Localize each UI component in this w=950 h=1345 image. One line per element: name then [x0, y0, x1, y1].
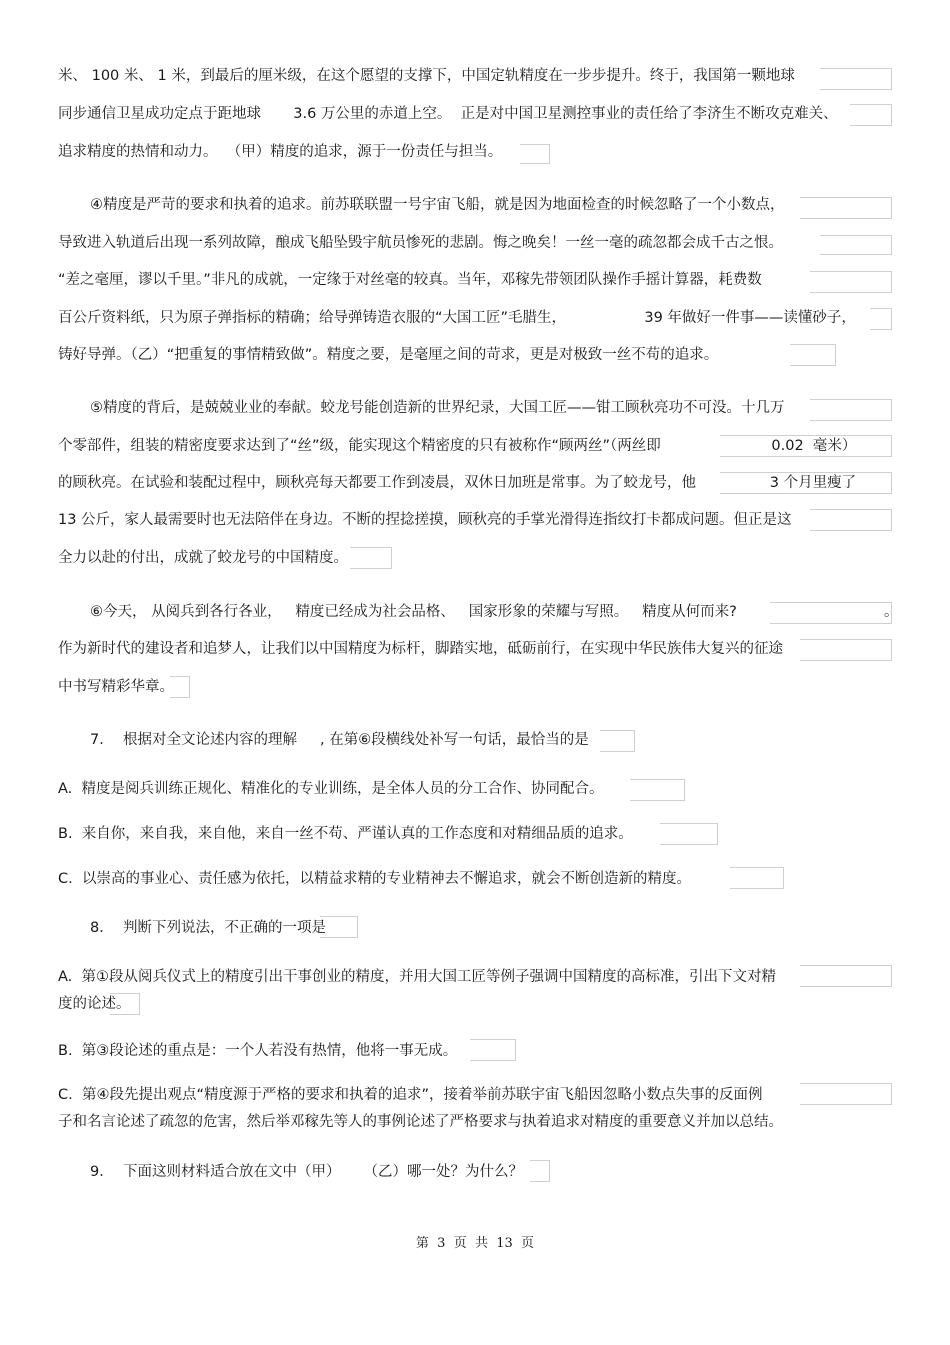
- line-box: [770, 602, 892, 624]
- line-box: [660, 823, 718, 845]
- body-line: 个零部件，组装的精密度要求达到了“丝”级，能实现这个精密度的只有被称作“顾两丝”（两丝即 0.02 毫米）: [58, 438, 857, 454]
- question-7: 7． 根据对全文论述内容的理解 , 在第⑥段横线处补写一句话，最恰当的是: [90, 732, 589, 748]
- body-line: 中书写精彩华章。: [58, 679, 174, 695]
- body-line: 百公斤资料纸，只为原子弹指标的精确；给导弹铸造衣服的“大国工匠”毛腊生， 39 年做好一件事——读懂砂子，: [58, 310, 856, 326]
- line-box: [800, 197, 892, 219]
- line-box: [790, 344, 836, 366]
- option-8c-cont: 子和名言论述了疏忽的危害，然后举邓稼先等人的事例论述了严格要求与执着追求对精度的重要意义并加以总结。: [58, 1114, 783, 1130]
- body-line: 的顾秋亮。在试验和装配过程中，顾秋亮每天都要工作到凌晨，双休日加班是常事。为了蛟龙号，他 3 个月里瘦了: [58, 475, 857, 491]
- line-box: [800, 965, 892, 987]
- body-line: 追求精度的热情和动力。 （甲）精度的追求，源于一份责任与担当。: [58, 144, 503, 160]
- page-footer: 第 3 页 共 13 页: [415, 1236, 535, 1251]
- question-9: 9． 下面这则材料适合放在文中（甲） （乙）哪一处？为什么？: [90, 1164, 523, 1180]
- line-box: [810, 399, 892, 421]
- line-box: [600, 730, 635, 752]
- line-box: [800, 1083, 892, 1105]
- body-line: 铸好导弹。（乙）“把重复的事情精致做”。精度之要，是毫厘之间的苛求，更是对极致一丝不苟的追求。: [58, 347, 719, 363]
- body-line: 全力以赴的付出，成就了蛟龙号的中国精度。: [58, 550, 348, 566]
- line-box: [350, 547, 392, 569]
- line-box: [520, 144, 550, 164]
- body-line: “差之毫厘，谬以千里。”非凡的成就，一定缘于对丝毫的较真。当年，邓稼先带领团队操作手摇计算器，耗费数: [58, 272, 762, 288]
- line-box: [730, 867, 784, 889]
- option-8a: A. 第①段从阅兵仪式上的精度引出干事创业的精度，并用大国工匠等例子强调中国精度的高标准，引出下文对精: [58, 969, 776, 985]
- line-box: [850, 104, 892, 126]
- line-box: [820, 68, 892, 90]
- paragraph-6-start: ⑥今天， 从阅兵到各行各业， 精度已经成为社会品格、 国家形象的荣耀与写照。 精度从何而来?: [90, 604, 737, 620]
- option-8a-cont: 度的论述。: [58, 996, 131, 1012]
- line-box: [470, 1039, 516, 1061]
- option-7c: C. 以崇高的事业心、责任感为依托，以精益求精的专业精神去不懈追求，就会不断创造新的精度。: [58, 871, 691, 887]
- paragraph-5-start: ⑤精度的背后，是兢兢业业的奉献。蛟龙号能创造新的世界纪录，大国工匠——钳工顾秋亮功不可没。十几万: [90, 400, 785, 416]
- line-box: [530, 1160, 550, 1182]
- paragraph-4-start: ④精度是严苛的要求和执着的追求。前苏联联盟一号宇宙飞船，就是因为地面检查的时候忽略了一个小数点，: [90, 197, 785, 213]
- body-line: 米、 100 米、 1 米，到最后的厘米级，在这个愿望的支撑下，中国定轨精度在一步步提升。终于，我国第一颗地球: [58, 68, 795, 84]
- question-8: 8． 判断下列说法，不正确的一项是: [90, 920, 326, 936]
- trailing-mark: 。: [884, 604, 899, 620]
- body-line: 同步通信卫星成功定点于距地球 3.6 万公里的赤道上空。 正是对中国卫星测控事业的责任给了李济生不断攻克难关、: [58, 106, 838, 122]
- body-line: 13 公斤，家人最需要时也无法陪伴在身边。不断的捏捻搓摸，顾秋亮的手掌光滑得连指纹打卡都成问题。但正是这: [58, 512, 792, 528]
- line-box: [810, 271, 892, 293]
- line-box: [820, 235, 892, 255]
- option-8b: B. 第③段论述的重点是：一个人若没有热情，他将一事无成。: [58, 1043, 458, 1059]
- line-box: [870, 308, 892, 330]
- line-box: [630, 779, 685, 801]
- line-box: [810, 509, 892, 531]
- option-7b: B. 来自你，来自我，来自他，来自一丝不苟、严谨认真的工作态度和对精细品质的追求。: [58, 826, 633, 842]
- body-line: 导致进入轨道后出现一系列故障，酿成飞船坠毁宇航员惨死的悲剧。悔之晚矣！一丝一毫的疏忽都会成千古之恨。: [58, 235, 783, 251]
- option-7a: A. 精度是阅兵训练正规化、精准化的专业训练，是全体人员的分工合作、协同配合。: [58, 781, 604, 797]
- line-box: [800, 639, 892, 661]
- option-8c: C. 第④段先提出观点“精度源于严格的要求和执着的追求”，接着举前苏联宇宙飞船因忽略小数点失事的反面例: [58, 1087, 763, 1103]
- body-line: 作为新时代的建设者和追梦人，让我们以中国精度为标杆，脚踏实地，砥砺前行，在实现中华民族伟大复兴的征途: [58, 641, 783, 657]
